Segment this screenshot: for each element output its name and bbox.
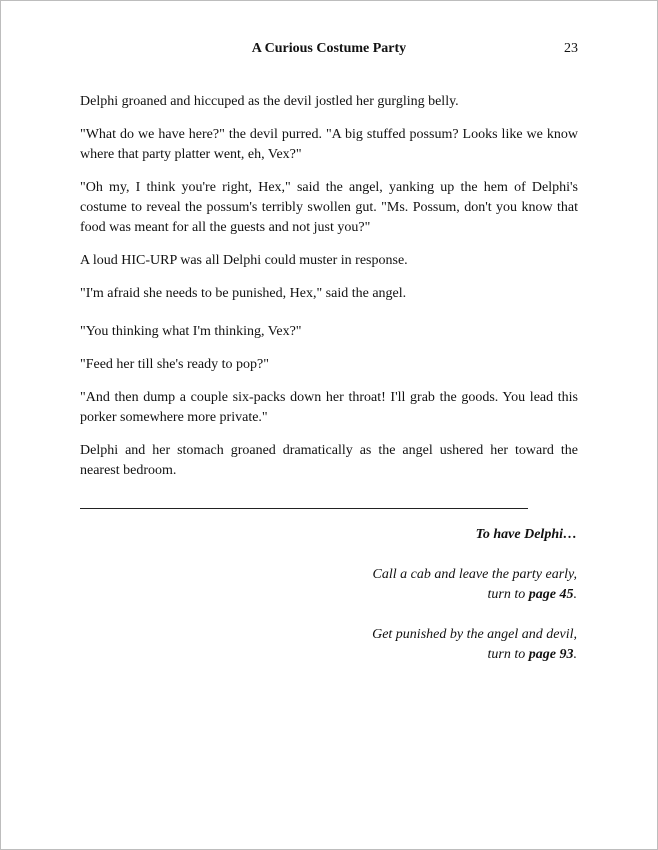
section-divider	[80, 508, 528, 509]
choice-text: Get punished by the angel and devil,	[372, 627, 577, 642]
paragraph: "And then dump a couple six-packs down her throat! I'll grab the goods. You lead this porker somewhere more private."	[80, 390, 578, 425]
paragraph: A loud HIC-URP was all Delphi could muster in response.	[80, 253, 408, 268]
choice-option[interactable]	[157, 565, 577, 605]
choice-prompt: To have Delphi…	[475, 527, 577, 542]
page-reference[interactable]: page 45	[528, 587, 574, 602]
paragraph: "Oh my, I think you're right, Hex," said the angel, yanking up the hem of Delphi's costume to reveal the possum's terribly swollen gut. "Ms. Possum, don't you know that food was meant for all the guests and not just you?"	[80, 180, 578, 235]
choice-option[interactable]	[157, 625, 577, 665]
turn-to-label: turn to	[487, 587, 529, 602]
turn-to-label: turn to	[487, 647, 529, 662]
choice-turn-to	[157, 645, 577, 665]
paragraph: "I'm afraid she needs to be punished, Hex," said the angel.	[80, 286, 407, 301]
chapter-title: A Curious Costume Party	[251, 41, 407, 56]
period: .	[573, 647, 577, 662]
period: .	[573, 587, 577, 602]
page-reference[interactable]: page 93	[528, 647, 574, 662]
paragraph: Delphi groaned and hiccuped as the devil jostled her gurgling belly.	[80, 94, 459, 109]
paragraph: Delphi and her stomach groaned dramatically as the angel ushered her toward the nearest bedroom.	[80, 443, 578, 478]
paragraph: "You thinking what I'm thinking, Vex?"	[80, 324, 302, 339]
choice-section	[157, 525, 577, 685]
story-text	[80, 92, 578, 494]
page-number: 23	[564, 41, 578, 56]
paragraph: "What do we have here?" the devil purred. "A big stuffed possum? Looks like we know where that party platter went, eh, Vex?"	[80, 127, 578, 162]
choice-text: Call a cab and leave the party early,	[372, 567, 577, 582]
paragraph: "Feed her till she's ready to pop?"	[80, 357, 269, 372]
choice-turn-to	[157, 585, 577, 605]
